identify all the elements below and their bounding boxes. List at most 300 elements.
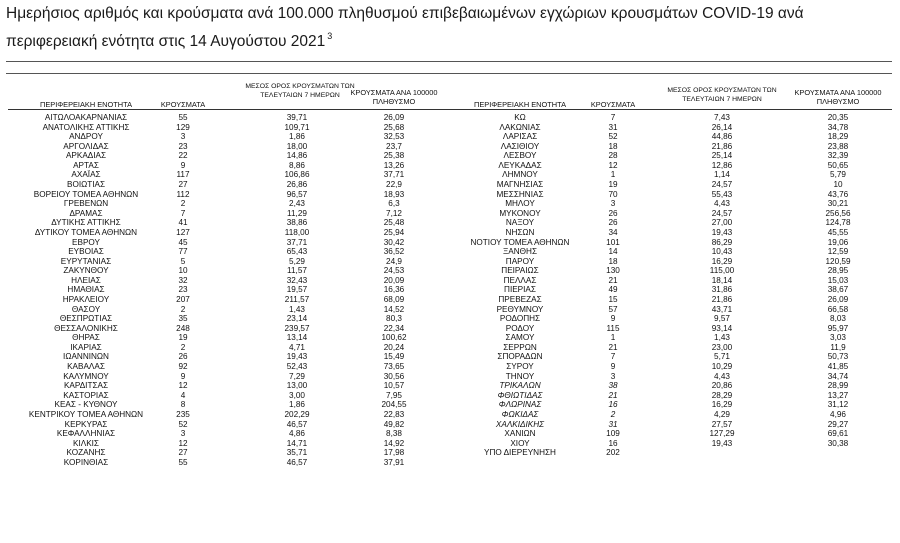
cases-cell: 32 <box>178 275 188 285</box>
per100k-cell: 24,9 <box>386 256 402 266</box>
region-cell: ΕΥΡΥΤΑΝΙΑΣ <box>60 256 112 266</box>
avg7-cell: 239,57 <box>284 323 310 333</box>
per100k-cell: 37,91 <box>383 457 405 467</box>
table-row <box>0 448 450 458</box>
per100k-cell: 31,12 <box>827 400 849 410</box>
table-row <box>450 352 900 362</box>
cases-cell: 3 <box>180 132 186 142</box>
region-cell: ΚΕΝΤΡΙΚΟΥ ΤΟΜΕΑ ΑΘΗΝΩΝ <box>28 409 144 419</box>
avg7-cell: 44,86 <box>711 132 733 142</box>
per100k-cell: 41,85 <box>827 362 849 372</box>
per100k-cell: 28,99 <box>827 381 849 391</box>
avg7-cell: 25,14 <box>711 151 733 161</box>
region-cell: ΒΟΙΩΤΙΑΣ <box>66 180 106 190</box>
table-row <box>450 228 900 238</box>
avg7-cell: 21,86 <box>711 294 733 304</box>
per100k-cell: 24,53 <box>383 266 405 276</box>
page-title <box>6 3 886 53</box>
table-row <box>450 324 900 334</box>
region-cell: ΛΑΚΩΝΙΑΣ <box>499 122 541 132</box>
per100k-cell: 5,79 <box>830 170 846 180</box>
cases-cell: 112 <box>176 189 190 199</box>
cases-cell: 1 <box>610 333 616 343</box>
table-row <box>0 180 450 190</box>
table-row <box>450 190 900 200</box>
table-row <box>450 448 900 458</box>
table-row <box>450 400 900 410</box>
header-avg7-left: ΜΕΣΟΣ ΟΡΟΣ ΚΡΟΥΣΜΑΤΩΝ ΤΩΝ ΤΕΛΕΥΤΑΙΩΝ 7 ΗΜΕΡΩΝ <box>245 83 355 99</box>
table-row <box>0 333 450 343</box>
divider-top <box>6 61 892 62</box>
per100k-cell: 80,3 <box>386 314 402 324</box>
avg7-cell: 10,29 <box>711 362 733 372</box>
region-cell: ΙΩΑΝΝΙΝΩΝ <box>63 352 109 362</box>
table-row <box>0 458 450 468</box>
per100k-cell: 34,78 <box>827 122 849 132</box>
table-row <box>0 295 450 305</box>
cases-cell: 3 <box>610 199 616 209</box>
cases-cell: 19 <box>608 180 618 190</box>
region-cell: ΝΗΣΩΝ <box>505 227 535 237</box>
table-row <box>450 276 900 286</box>
cases-cell: 77 <box>178 247 188 257</box>
avg7-cell: 16,29 <box>711 400 733 410</box>
region-cell: ΠΑΡΟΥ <box>505 256 535 266</box>
region-cell: ΜΑΓΝΗΣΙΑΣ <box>496 180 544 190</box>
cases-cell: 31 <box>608 419 618 429</box>
header-rule <box>8 109 892 110</box>
region-cell: ΑΡΤΑΣ <box>73 160 99 170</box>
cases-cell: 52 <box>178 419 188 429</box>
avg7-cell: 11,29 <box>287 208 307 218</box>
region-cell: ΒΟΡΕΙΟΥ ΤΟΜΕΑ ΑΘΗΝΩΝ <box>33 189 139 199</box>
cases-cell: 21 <box>608 275 618 285</box>
cases-cell: 52 <box>608 132 618 142</box>
table-row <box>0 314 450 324</box>
per100k-cell: 30,38 <box>827 438 849 448</box>
avg7-cell: 7,43 <box>714 113 730 122</box>
region-cell: ΛΕΥΚΑΔΑΣ <box>498 160 542 170</box>
table-row <box>450 285 900 295</box>
region-cell: ΘΕΣΠΡΩΤΙΑΣ <box>59 314 113 324</box>
table-row <box>0 372 450 382</box>
per100k-cell: 49,82 <box>383 419 405 429</box>
cases-cell: 21 <box>608 390 618 400</box>
region-cell: ΘΕΣΣΑΛΟΝΙΚΗΣ <box>54 323 118 333</box>
table-row <box>450 218 900 228</box>
region-cell: ΔΥΤΙΚΟΥ ΤΟΜΕΑ ΑΘΗΝΩΝ <box>34 227 138 237</box>
cases-cell: 26 <box>608 208 618 218</box>
avg7-cell: 32,43 <box>286 275 308 285</box>
avg7-cell: 16,29 <box>711 256 733 266</box>
region-cell: ΤΡΙΚΑΛΩΝ <box>499 381 541 391</box>
table-row <box>450 123 900 133</box>
per100k-cell: 95,97 <box>827 323 849 333</box>
cases-cell: 70 <box>608 189 618 199</box>
avg7-cell: 4,43 <box>714 199 730 209</box>
region-cell: ΠΙΕΡΙΑΣ <box>504 285 536 295</box>
per100k-cell: 22,9 <box>386 180 402 190</box>
avg7-cell: 14,71 <box>286 438 308 448</box>
cases-cell: 19 <box>178 333 188 343</box>
region-cell: ΠΡΕΒΕΖΑΣ <box>498 294 542 304</box>
avg7-cell: 5,29 <box>289 256 305 266</box>
table-row <box>450 295 900 305</box>
region-cell: ΚΩ <box>514 113 526 122</box>
avg7-cell: 93,14 <box>711 323 733 333</box>
cases-cell: 9 <box>610 314 616 324</box>
per100k-cell: 20,35 <box>827 113 849 122</box>
avg7-cell: 4,71 <box>289 342 305 352</box>
avg7-cell: 1,86 <box>289 132 305 142</box>
avg7-cell: 26,86 <box>286 180 308 190</box>
region-cell: ΘΑΣΟΥ <box>71 304 101 314</box>
table-row <box>0 209 450 219</box>
cases-cell: 2 <box>180 304 186 314</box>
cases-cell: 9 <box>180 371 186 381</box>
cases-cell: 27 <box>178 180 188 190</box>
region-cell: ΣΠΟΡΑΔΩΝ <box>497 352 543 362</box>
avg7-cell: 86,29 <box>711 237 733 247</box>
per100k-cell: 26,09 <box>383 113 405 122</box>
cases-cell: 38 <box>608 381 618 391</box>
table-row <box>0 238 450 248</box>
table-row <box>450 132 900 142</box>
per100k-cell: 38,67 <box>827 285 849 295</box>
table-row <box>0 305 450 315</box>
region-cell: ΚΕΑΣ - ΚΥΘΝΟΥ <box>54 400 118 410</box>
per100k-cell: 68,09 <box>383 294 405 304</box>
per100k-cell: 3,03 <box>830 333 846 343</box>
per100k-cell: 19,06 <box>827 237 849 247</box>
region-cell: ΔΥΤΙΚΗΣ ΑΤΤΙΚΗΣ <box>51 218 121 228</box>
table-row <box>450 362 900 372</box>
cases-cell: 5 <box>180 256 186 266</box>
table-row <box>0 113 450 123</box>
avg7-cell: 14,86 <box>286 151 308 161</box>
table-row <box>0 420 450 430</box>
cases-cell: 14 <box>608 247 618 257</box>
cases-cell: 16 <box>608 400 618 410</box>
region-cell: ΧΙΟΥ <box>510 438 530 448</box>
per100k-cell: 25,68 <box>383 122 405 132</box>
table-row <box>0 247 450 257</box>
table-row <box>450 151 900 161</box>
region-cell: ΚΑΣΤΟΡΙΑΣ <box>63 390 109 400</box>
cases-cell: 12 <box>178 381 188 391</box>
avg7-cell: 1,43 <box>289 304 305 314</box>
cases-cell: 18 <box>608 256 618 266</box>
region-cell: ΚΕΦΑΛΛΗΝΙΑΣ <box>56 429 116 439</box>
table-right <box>450 113 900 458</box>
cases-cell: 7 <box>180 208 186 218</box>
cases-cell: 49 <box>608 285 618 295</box>
title-footnote: 3 <box>327 31 333 41</box>
cases-cell: 3 <box>610 371 616 381</box>
region-cell: ΚΟΡΙΝΘΙΑΣ <box>63 457 109 467</box>
cases-cell: 248 <box>176 323 190 333</box>
avg7-cell: 4,86 <box>289 429 305 439</box>
avg7-cell: 37,71 <box>286 237 308 247</box>
cases-cell: 23 <box>178 141 188 151</box>
table-row <box>450 372 900 382</box>
per100k-cell: 204,55 <box>381 400 407 410</box>
table-row <box>450 429 900 439</box>
per100k-cell: 16,36 <box>383 285 405 295</box>
region-cell: ΕΥΒΟΙΑΣ <box>68 247 104 257</box>
avg7-cell: 27,57 <box>711 419 733 429</box>
region-cell: ΙΚΑΡΙΑΣ <box>70 342 102 352</box>
header-per100k-right: ΚΡΟΥΣΜΑΤΑ ΑΝΑ 100000 ΠΛΗΘΥΣΜΟ <box>794 88 882 106</box>
per100k-cell: 50,65 <box>827 160 849 170</box>
region-cell: ΚΙΛΚΙΣ <box>72 438 99 448</box>
avg7-cell: 31,86 <box>711 285 733 295</box>
table-row <box>450 257 900 267</box>
per100k-cell: 13,27 <box>827 390 849 400</box>
per100k-cell: 7,12 <box>386 208 402 218</box>
avg7-cell: 19,43 <box>286 352 308 362</box>
table-row <box>0 381 450 391</box>
region-cell: ΓΡΕΒΕΝΩΝ <box>63 199 109 209</box>
per100k-cell: 14,92 <box>383 438 405 448</box>
per100k-cell: 10 <box>833 180 843 190</box>
region-cell: ΝΑΞΟΥ <box>505 218 535 228</box>
table-row <box>0 343 450 353</box>
table-row <box>0 257 450 267</box>
cases-cell: 22 <box>178 151 188 161</box>
table-row <box>450 142 900 152</box>
region-cell: ΣΥΡΟΥ <box>506 362 534 372</box>
table-row <box>450 314 900 324</box>
table-row <box>450 305 900 315</box>
cases-cell: 9 <box>180 160 186 170</box>
cases-cell: 92 <box>178 362 188 372</box>
per100k-cell: 18,93 <box>383 189 405 199</box>
region-cell: ΘΗΡΑΣ <box>72 333 100 343</box>
table-row <box>0 410 450 420</box>
divider-bottom <box>6 73 892 74</box>
region-cell: ΛΑΡΙΣΑΣ <box>502 132 538 142</box>
avg7-cell: 46,57 <box>286 457 308 467</box>
per100k-cell: 29,27 <box>827 419 849 429</box>
avg7-cell: 38,86 <box>286 218 308 228</box>
title-text: Ημερήσιος αριθμός και κρούσματα ανά 100.000 πληθυσμού επιβεβαιωμένων εγχώριων κρουσμάτων COVID-19 ανά περιφερειακή ενότητα στις 14 Αυγούστου 2021 <box>6 5 804 50</box>
table-row <box>0 218 450 228</box>
per100k-cell: 23,7 <box>386 141 402 151</box>
header-per100k-left: ΚΡΟΥΣΜΑΤΑ ΑΝΑ 100000 ΠΛΗΘΥΣΜΟ <box>350 88 438 106</box>
table-row <box>450 266 900 276</box>
region-cell: ΦΛΩΡΙΝΑΣ <box>498 400 542 410</box>
per100k-cell: 18,29 <box>827 132 849 142</box>
per100k-cell: 30,21 <box>827 199 849 209</box>
region-cell: ΧΑΛΚΙΔΙΚΗΣ <box>495 419 545 429</box>
region-cell: ΑΝΑΤΟΛΙΚΗΣ ΑΤΤΙΚΗΣ <box>42 122 130 132</box>
cases-cell: 8 <box>180 400 186 410</box>
per100k-cell: 73,65 <box>383 362 405 372</box>
cases-cell: 26 <box>608 218 618 228</box>
cases-cell: 130 <box>606 266 620 276</box>
per100k-cell: 8,38 <box>386 429 402 439</box>
per100k-cell: 124,78 <box>825 218 851 228</box>
avg7-cell: 12,86 <box>711 160 733 170</box>
per100k-cell: 12,59 <box>827 247 849 257</box>
region-cell: ΣΕΡΡΩΝ <box>503 342 537 352</box>
avg7-cell: 5,71 <box>714 352 730 362</box>
table-row <box>0 400 450 410</box>
region-cell: ΑΧΑΪΑΣ <box>71 170 101 180</box>
cases-cell: 9 <box>610 362 616 372</box>
table-row <box>0 161 450 171</box>
table-row <box>450 410 900 420</box>
table-row <box>0 190 450 200</box>
table-row <box>450 161 900 171</box>
region-cell: ΛΗΜΝΟΥ <box>502 170 538 180</box>
per100k-cell: 26,09 <box>827 294 849 304</box>
avg7-cell: 65,43 <box>286 247 308 257</box>
per100k-cell: 28,95 <box>827 266 849 276</box>
avg7-cell: 127,29 <box>709 429 735 439</box>
table-row <box>0 199 450 209</box>
per100k-cell: 6,3 <box>388 199 400 209</box>
avg7-cell: 21,86 <box>711 141 733 151</box>
region-cell: ΠΕΙΡΑΙΩΣ <box>501 266 539 276</box>
avg7-cell: 202,29 <box>284 409 310 419</box>
region-cell: ΞΑΝΘΗΣ <box>502 247 538 257</box>
avg7-cell: 115,00 <box>709 266 735 276</box>
region-cell: ΦΩΚΙΔΑΣ <box>501 409 539 419</box>
cases-cell: 1 <box>610 170 616 180</box>
per100k-cell: 66,58 <box>827 304 849 314</box>
region-cell: ΗΡΑΚΛΕΙΟΥ <box>62 294 110 304</box>
per100k-cell: 13,26 <box>383 160 405 170</box>
table-row <box>450 333 900 343</box>
cases-cell: 2 <box>610 409 616 419</box>
avg7-cell: 10,43 <box>711 247 733 257</box>
avg7-cell: 8,86 <box>289 160 305 170</box>
avg7-cell: 27,00 <box>711 218 733 228</box>
region-cell: ΛΕΣΒΟΥ <box>503 151 537 161</box>
cases-cell: 101 <box>606 237 620 247</box>
region-cell: ΚΟΖΑΝΗΣ <box>66 448 106 458</box>
cases-cell: 16 <box>608 438 618 448</box>
table-row <box>450 439 900 449</box>
cases-cell: 12 <box>608 160 618 170</box>
per100k-cell: 120,59 <box>825 256 851 266</box>
per100k-cell: 30,42 <box>383 237 405 247</box>
region-cell: ΚΑΡΔΙΤΣΑΣ <box>63 381 109 391</box>
cases-cell: 31 <box>608 122 618 132</box>
avg7-cell: 24,57 <box>711 180 733 190</box>
cases-cell: 45 <box>178 237 188 247</box>
cases-cell: 57 <box>608 304 618 314</box>
avg7-cell: 26,14 <box>711 122 733 132</box>
table-row <box>450 209 900 219</box>
table-row <box>0 151 450 161</box>
region-cell: ΕΒΡΟΥ <box>72 237 100 247</box>
avg7-cell: 211,57 <box>284 294 310 304</box>
avg7-cell: 52,43 <box>286 362 308 372</box>
cases-cell: 127 <box>176 227 190 237</box>
table-row <box>0 276 450 286</box>
avg7-cell: 4,29 <box>714 409 730 419</box>
cases-cell: 55 <box>178 457 188 467</box>
per100k-cell: 256,56 <box>825 208 851 218</box>
per100k-cell: 50,73 <box>827 352 849 362</box>
table-row <box>450 343 900 353</box>
per100k-cell: 23,88 <box>827 141 849 151</box>
avg7-cell: 19,43 <box>711 438 733 448</box>
region-cell: ΖΑΚΥΝΘΟΥ <box>63 266 109 276</box>
table-row <box>450 170 900 180</box>
region-cell: ΤΗΝΟΥ <box>505 371 535 381</box>
avg7-cell: 19,57 <box>286 285 308 295</box>
table-row <box>0 123 450 133</box>
header-region-right: ΠΕΡΙΦΕΡΕΙΑΚΗ ΕΝΟΤΗΤΑ <box>474 100 566 109</box>
cases-cell: 207 <box>176 294 190 304</box>
per100k-cell: 22,34 <box>383 323 405 333</box>
table-row <box>450 199 900 209</box>
cases-cell: 117 <box>176 170 190 180</box>
table-row <box>450 391 900 401</box>
cases-cell: 23 <box>178 285 188 295</box>
avg7-cell: 23,14 <box>286 314 308 324</box>
region-cell: ΣΑΜΟΥ <box>505 333 535 343</box>
per100k-cell: 32,53 <box>383 132 405 142</box>
table-row <box>0 391 450 401</box>
avg7-cell: 13,00 <box>286 381 308 391</box>
region-cell: ΔΡΑΜΑΣ <box>69 208 103 218</box>
per100k-cell: 7,95 <box>386 390 402 400</box>
cases-cell: 2 <box>180 342 186 352</box>
table-row <box>0 228 450 238</box>
per100k-cell: 34,74 <box>827 371 849 381</box>
table-row <box>450 180 900 190</box>
table-row <box>0 132 450 142</box>
avg7-cell: 55,43 <box>711 189 733 199</box>
cases-cell: 7 <box>610 113 616 122</box>
avg7-cell: 96,57 <box>286 189 308 199</box>
per100k-cell: 37,71 <box>383 170 405 180</box>
avg7-cell: 19,43 <box>711 227 733 237</box>
region-cell: ΜΗΛΟΥ <box>505 199 535 209</box>
region-cell: ΝΟΤΙΟΥ ΤΟΜΕΑ ΑΘΗΝΩΝ <box>470 237 570 247</box>
per100k-cell: 25,48 <box>383 218 405 228</box>
cases-cell: 115 <box>606 323 620 333</box>
table-row <box>0 352 450 362</box>
cases-cell: 12 <box>178 438 188 448</box>
table-row <box>0 266 450 276</box>
region-cell: ΜΥΚΟΝΟΥ <box>499 208 541 218</box>
region-cell: ΡΟΔΟΥ <box>505 323 535 333</box>
per100k-cell: 4,96 <box>830 409 846 419</box>
avg7-cell: 18,14 <box>711 275 733 285</box>
per100k-cell: 43,76 <box>827 189 849 199</box>
avg7-cell: 9,57 <box>714 314 730 324</box>
cases-cell: 34 <box>608 227 618 237</box>
table-row <box>0 324 450 334</box>
region-cell: ΚΑΛΥΜΝΟΥ <box>63 371 109 381</box>
avg7-cell: 1,43 <box>714 333 730 343</box>
per100k-cell: 25,94 <box>383 227 405 237</box>
avg7-cell: 46,57 <box>286 419 308 429</box>
region-cell: ΗΜΑΘΙΑΣ <box>67 285 105 295</box>
avg7-cell: 18,00 <box>286 141 308 151</box>
avg7-cell: 106,86 <box>284 170 310 180</box>
per100k-cell: 100,62 <box>381 333 407 343</box>
table-left <box>0 113 450 467</box>
header-cases-left: ΚΡΟΥΣΜΑΤΑ <box>160 100 206 109</box>
cases-cell: 202 <box>606 448 620 458</box>
